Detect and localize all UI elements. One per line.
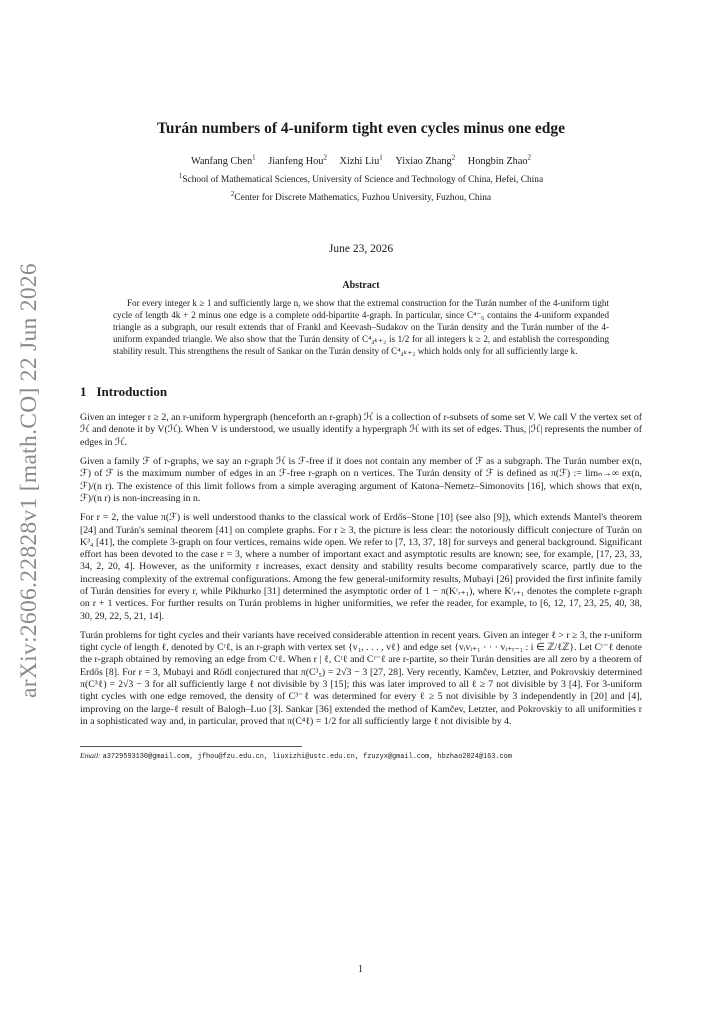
footnote-rule [80,746,302,747]
author: Wanfang Chen$^1$ [190,154,256,168]
arxiv-identifier-text: arXiv:2606.22828v1 [math.CO] 22 Jun 2026 [15,262,42,698]
arxiv-identifier-stamp [4,262,54,698]
affiliation-list [80,170,642,204]
paper-title: Turán numbers of 4-uniform tight even cycles minus one edge [156,120,566,137]
body-paragraph: Given an integer r ≥ 2, an r-uniform hypergraph (henceforth an r-graph) ℋ is a collection of r-subsets of some set V. We call V the vertex set of ℋ and denote it by V(ℋ). When V is understood, we usually identify a hypergraph ℋ with its set of edges. Thus, |ℋ| represents the number of edges in ℋ. [80,412,642,448]
section-title: Introduction [96,384,168,400]
abstract-heading: Abstract [342,279,380,291]
author: Xizhi Liu$^1$ [339,154,383,168]
paper-date: June 23, 2026 [328,242,394,255]
section-number: 1 [80,384,87,400]
author: Yixiao Zhang$^2$ [395,154,456,168]
page-number: 1 [358,964,363,975]
author-list [80,154,642,167]
author: Jianfeng Hou$^2$ [268,154,327,168]
author: Hongbin Zhao$^2$ [467,154,532,168]
affiliation: $^1$School of Mathematical Sciences, University of Science and Technology of China, Hefei, China [178,172,544,186]
affiliation: $^2$Center for Discrete Mathematics, Fuzhou University, Fuzhou, China [230,189,492,203]
section-heading [80,384,642,400]
email-addresses: a3729593130@gmail.com, jfhou@fzu.edu.cn, liuxizhi@ustc.edu.cn, fzuzyx@gmail.com, hbzhao2024@163.com [102,753,512,762]
abstract-text: For every integer k ≥ 1 and sufficiently large n, we show that the extremal construction for the Turán number of the 4-uniform tight cycle of length 4k + 2 minus one edge is a complete odd-bipartite 4-graph. In particular, since C⁴⁻₆ contains the 4-uniform expanded triangle as a subgraph, our result extends that of Frankl and Keevash–Sudakov on the Turán density and the Turán number of the 4-uniform expanded triangle. We also show that the Turán density of C⁴₄ₖ₊₂ is 1/2 for all integers k ≥ 2, and establish the corresponding stability result. This strengthens the result of Sankar on the Turán density of C⁴₄ₖ₊₂ which holds only for all sufficiently large k. [113,297,609,357]
body-paragraph: Given a family ℱ of r-graphs, we say an r-graph ℋ is ℱ-free if it does not contain any member of ℱ as a subgraph. The Turán number ex(n, ℱ) of ℱ is the maximum number of edges in an ℱ-free r-graph on n vertices. The Turán density of ℱ is defined as π(ℱ) := limₙ→∞ ex(n, ℱ)/(n r). The existence of this limit follows from a simple averaging argument of Katona–Nemetz–Simonovits [16], which shows that ex(n, ℱ)/(n r) is non-increasing in n. [80,456,642,504]
body-paragraph: For r = 2, the value π(ℱ) is well understood thanks to the classical work of Erdős–Stone [10] (see also [9]), which extends Mantel's theorem [24] and Turán's seminal theorem [41] on complete graphs. For r ≥ 3, the picture is less clear: the notoriously difficult conjecture of Turán on K³₄ [41], the complete 3-graph on four vertices, remains wide open. We refer to [7, 13, 37, 18] for surveys and general background. Significant effort has been devoted to the case r = 3, where a number of important exact and asymptotic results are known; see, for example, [17, 23, 33, 34, 2, 20, 4]. However, as the uniformity r increases, exact density and stability results become comparatively scarce, partly due to the increasing complexity of the extremal configurations. Among the few general-uniformity results, Mubayi [26] provided the first infinite family of Turán densities for every r, while Pikhurko [31] determined the asymptotic order of 1 − π(Kʳᵣ₊₁), where Kʳᵣ₊₁ denotes the complete r-graph on r + 1 vertices. For further results on Turán problems in higher uniformities, we refer the reader, for example, to [6, 12, 17, 23, 25, 40, 38, 30, 29, 22, 5, 21, 14]. [80,512,642,622]
body-paragraph: Turán problems for tight cycles and their variants have received considerable attention in recent years. Given an integer ℓ > r ≥ 3, the r-uniform tight cycle of length ℓ, denoted by Cʳℓ, is an r-graph with vertex set {v₁, . . . , vℓ} and edge set {vᵢvᵢ₊₁ · · · vᵢ₊ᵣ₋₁ : i ∈ ℤ/ℓℤ}. Let Cʳ⁻ℓ denote the r-graph obtained by removing an edge from Cʳℓ. When r | ℓ, Cʳℓ and Cʳ⁻ℓ are r-partite, so their Turán densities are all zero by a theorem of Erdős [8]. For r = 3, Mubayi and Rödl conjectured that π(C³₅) = 2√3 − 3 [27, 28]. Very recently, Kamčev, Letzter, and Pokrovskiy determined π(C³ℓ) = 2√3 − 3 for all sufficiently large ℓ not divisible by 3 [15]; this was later improved to all ℓ ≥ 7 not divisible by 3 [4]. For 3-uniform tight cycles with one edge removed, the density of C³⁻ℓ was determined for every ℓ ≥ 5 not divisible by 3 independently in [20] and [4], improving on the large-ℓ result of Balogh–Luo [3]. Sankar [36] extended the method of Kamčev, Letzter, and Pokrovskiy to all uniformities r in a sophisticated way and, in particular, proved that π(C⁴ℓ) = 1/2 for all sufficiently large ℓ not divisible by 4. [80,629,642,727]
paper-page [80,120,642,761]
email-label: Email: [80,751,101,761]
footnote-emails [80,751,642,761]
